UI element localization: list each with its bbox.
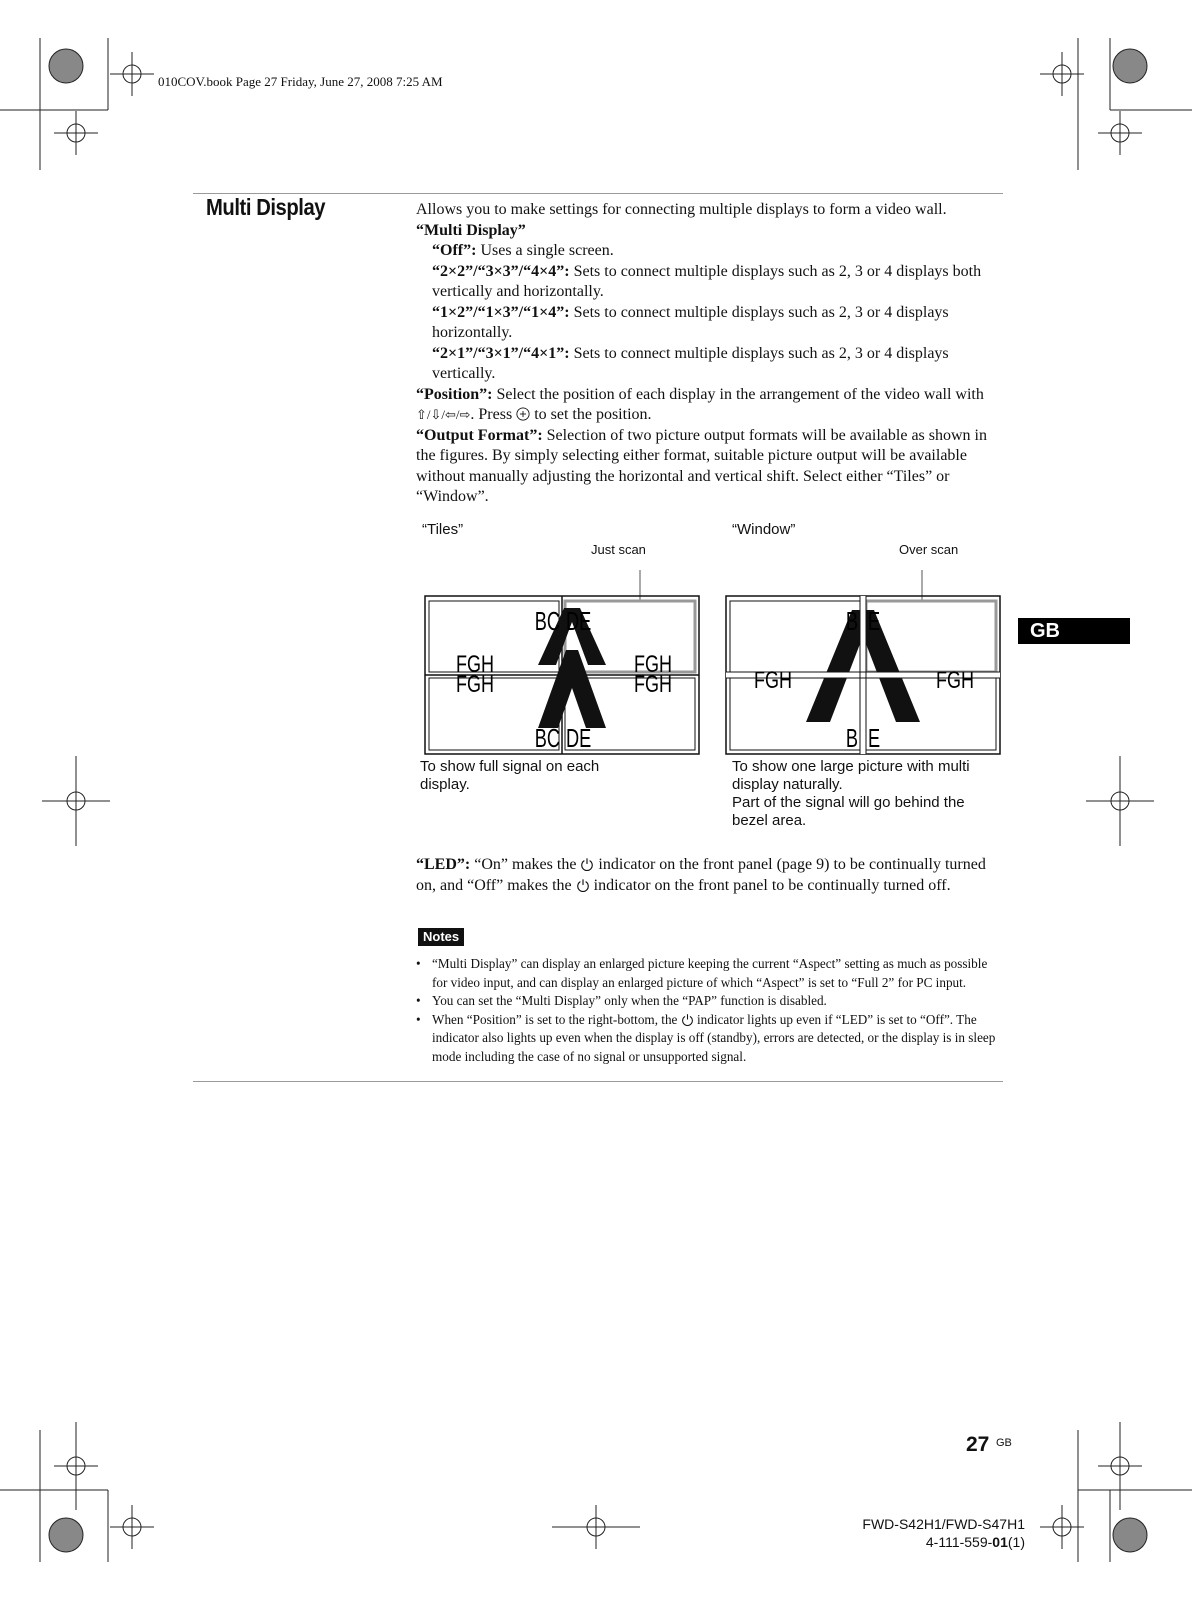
option-2x1-label: “2×1”/“3×1”/“4×1”: (432, 344, 570, 362)
off-text: Uses a single screen. (476, 242, 614, 259)
power-icon (576, 878, 590, 892)
window-figure (722, 570, 1004, 760)
just-scan-label: Just scan (591, 542, 646, 557)
option-1x2-text: Sets to connect multiple displays such as 2, 3 or 4 displays horizontally. (432, 303, 949, 341)
window-bottom-left-text: B (845, 723, 858, 753)
position-text-a: Select the position of each display in the arrangement of the video wall with (492, 385, 984, 403)
tiles-top-left-text: BC (534, 606, 560, 636)
off-label: “Off”: (432, 242, 477, 259)
position-text-b: . Press (470, 406, 517, 423)
tiles-right-bottom-text: FGH (634, 671, 672, 698)
book-header-line: 010COV.book Page 27 Friday, June 27, 2008 7:25 AM (158, 74, 443, 89)
window-caption-1: To show one large picture with multi display naturally. (732, 758, 970, 793)
tiles-top-right-text: DE (566, 606, 592, 636)
led-label: “LED”: (416, 856, 471, 873)
tiles-title: “Tiles” (422, 521, 464, 538)
window-right-text: FGH (936, 667, 974, 694)
arrow-keys-icon: ⇧/⇩/⇦/⇨ (416, 407, 471, 422)
part-code-a: 4-111-559- (925, 1534, 993, 1550)
tiles-bottom-left-text: BC (534, 723, 560, 753)
position-label: “Position”: (416, 385, 493, 403)
window-title: “Window” (732, 521, 796, 538)
intro-paragraph: Allows you to make settings for connecting multiple displays to form a video wall. (416, 201, 947, 218)
position-text-c: to set the position. (530, 406, 652, 423)
note-item: • “Multi Display” can display an enlarged picture keeping the current “Aspect” setting as much as possible for video input, and can display an enlarged picture of which “Aspect” is set to “Full 2” for PC input. (416, 956, 988, 990)
page-number-suffix: GB (996, 1437, 1012, 1449)
led-text-a: “On” makes the (470, 856, 581, 873)
option-2x1-text: Sets to connect multiple displays such as 2, 3 or 4 displays vertically. (432, 344, 949, 382)
window-bottom-right-text: E (868, 723, 881, 753)
led-text-b: indicator on the front panel (page 9) to be continually turned on, and “Off” makes the (416, 856, 986, 894)
part-code-c: (1) (1007, 1534, 1025, 1550)
tiles-right-top-text: FGH (634, 651, 672, 678)
window-caption-2: Part of the signal will go behind the bezel area. (732, 794, 965, 829)
multi-display-label: “Multi Display” (416, 221, 526, 239)
tiles-bottom-right-text: DE (566, 723, 592, 753)
note-item: • You can set the “Multi Display” only when the “PAP” function is disabled. (416, 993, 827, 1009)
window-left-text: FGH (754, 667, 792, 694)
tiles-left-bottom-text: FGH (456, 671, 494, 698)
notes-list (416, 955, 1004, 1067)
section-title: Multi Display (206, 194, 326, 220)
led-text-c: indicator on the front panel to be continually turned off. (589, 876, 951, 894)
tiles-figure (420, 570, 702, 760)
over-scan-label: Over scan (899, 542, 959, 557)
tiles-left-top-text: FGH (456, 651, 494, 678)
part-code-b: 01 (992, 1534, 1008, 1550)
option-2x2-label: “2×2”/“3×3”/“4×4”: (432, 262, 570, 280)
window-top-left-text: B (845, 606, 858, 636)
power-icon (580, 857, 594, 871)
model-info (862, 1515, 1025, 1551)
output-format-text: Selection of two picture output formats will be available as shown in the figures. By simply selecting either format, suitable picture output will be available without manually adjusting the horizontal and vertical shift. Select either “Tiles” or “Window”. (416, 426, 987, 505)
power-icon (681, 1013, 694, 1026)
window-top-right-text: E (868, 606, 881, 636)
option-2x2-text: Sets to connect multiple displays such as 2, 3 or 4 displays both vertically and horizontally. (432, 262, 982, 300)
language-tab: GB (1018, 618, 1130, 644)
led-paragraph (416, 855, 1002, 896)
tiles-caption: To show full signal on each display. (420, 758, 600, 793)
notes-badge: Notes (418, 928, 464, 946)
enter-button-icon (516, 407, 530, 421)
body-text (416, 200, 1002, 508)
bottom-rule (193, 1081, 1003, 1082)
page-number: 27 (966, 1433, 990, 1456)
model-number: FWD-S42H1/FWD-S47H1 (862, 1516, 1025, 1532)
note-item: • When “Position” is set to the right-bottom, the indicator lights up even if “LED” is set to “Off”. The indicator also lights up even when the display is off (standby), errors are detected, or the display is in sleep mode including the case of no signal or unsupported signal. (416, 1011, 996, 1064)
output-format-label: “Output Format”: (416, 426, 543, 444)
option-1x2-label: “1×2”/“1×3”/“1×4”: (432, 303, 570, 321)
